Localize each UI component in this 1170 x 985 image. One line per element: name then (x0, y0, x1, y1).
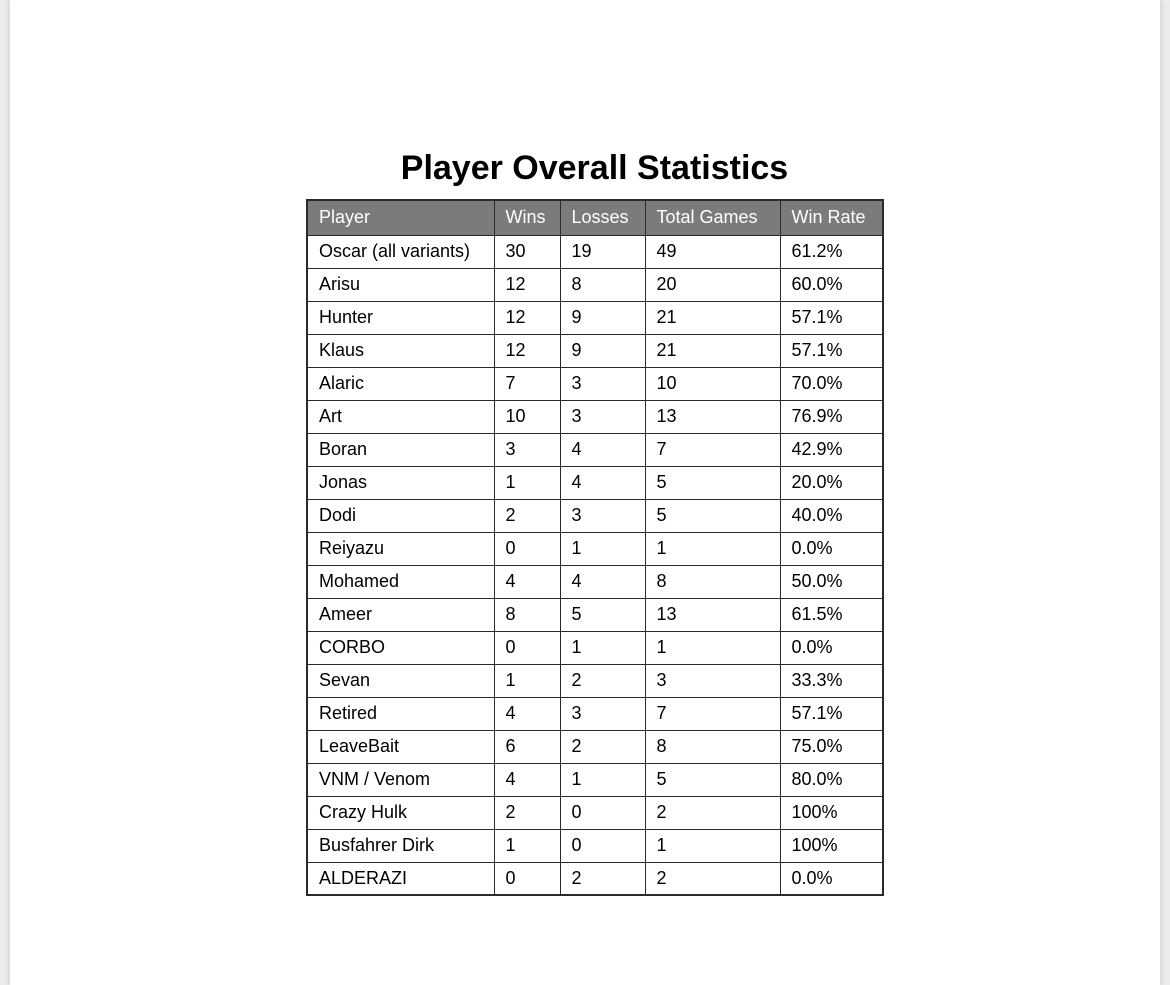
losses-cell: 4 (560, 466, 645, 499)
table-row (307, 400, 883, 433)
wins-cell: 0 (494, 862, 560, 895)
total-games-cell: 8 (645, 565, 780, 598)
total-games-cell: 1 (645, 532, 780, 565)
win-rate-cell: 0.0% (780, 631, 883, 664)
win-rate-cell: 76.9% (780, 400, 883, 433)
win-rate-cell: 75.0% (780, 730, 883, 763)
win-rate-cell: 100% (780, 796, 883, 829)
wins-cell: 12 (494, 301, 560, 334)
player-name-cell: CORBO (307, 631, 494, 664)
wins-cell: 3 (494, 433, 560, 466)
player-name-cell: Ameer (307, 598, 494, 631)
table-row (307, 235, 883, 268)
player-name-cell: Busfahrer Dirk (307, 829, 494, 862)
table-row (307, 829, 883, 862)
table-row (307, 466, 883, 499)
wins-cell: 30 (494, 235, 560, 268)
total-games-cell: 49 (645, 235, 780, 268)
wins-cell: 4 (494, 763, 560, 796)
table-row (307, 433, 883, 466)
losses-cell: 2 (560, 862, 645, 895)
table-row (307, 334, 883, 367)
losses-cell: 0 (560, 829, 645, 862)
total-games-cell: 7 (645, 697, 780, 730)
total-games-cell: 13 (645, 598, 780, 631)
table-body (307, 235, 883, 895)
losses-cell: 9 (560, 334, 645, 367)
wins-cell: 8 (494, 598, 560, 631)
total-games-cell: 7 (645, 433, 780, 466)
table-row (307, 268, 883, 301)
table-row (307, 532, 883, 565)
wins-cell: 4 (494, 697, 560, 730)
total-games-cell: 5 (645, 499, 780, 532)
losses-cell: 3 (560, 697, 645, 730)
total-games-cell: 1 (645, 829, 780, 862)
losses-cell: 8 (560, 268, 645, 301)
losses-cell: 19 (560, 235, 645, 268)
losses-cell: 4 (560, 433, 645, 466)
table-row (307, 499, 883, 532)
win-rate-cell: 57.1% (780, 697, 883, 730)
player-name-cell: Sevan (307, 664, 494, 697)
win-rate-cell: 100% (780, 829, 883, 862)
total-games-cell: 21 (645, 334, 780, 367)
wins-cell: 6 (494, 730, 560, 763)
player-name-cell: Oscar (all variants) (307, 235, 494, 268)
table-row (307, 664, 883, 697)
losses-cell: 1 (560, 631, 645, 664)
win-rate-cell: 60.0% (780, 268, 883, 301)
column-header-wins: Wins (494, 200, 560, 235)
player-name-cell: Art (307, 400, 494, 433)
document-page (10, 0, 1160, 985)
page-title: Player Overall Statistics (400, 149, 789, 187)
column-header-player: Player (307, 200, 494, 235)
win-rate-cell: 0.0% (780, 532, 883, 565)
total-games-cell: 5 (645, 466, 780, 499)
player-name-cell: LeaveBait (307, 730, 494, 763)
player-name-cell: Klaus (307, 334, 494, 367)
losses-cell: 9 (560, 301, 645, 334)
wins-cell: 2 (494, 499, 560, 532)
player-name-cell: ALDERAZI (307, 862, 494, 895)
table-row (307, 763, 883, 796)
losses-cell: 2 (560, 730, 645, 763)
win-rate-cell: 50.0% (780, 565, 883, 598)
wins-cell: 10 (494, 400, 560, 433)
player-name-cell: Hunter (307, 301, 494, 334)
table-header-row (307, 200, 883, 235)
total-games-cell: 2 (645, 862, 780, 895)
table-row (307, 631, 883, 664)
losses-cell: 1 (560, 532, 645, 565)
wins-cell: 12 (494, 334, 560, 367)
win-rate-cell: 80.0% (780, 763, 883, 796)
table-row (307, 565, 883, 598)
column-header-total-games: Total Games (645, 200, 780, 235)
win-rate-cell: 0.0% (780, 862, 883, 895)
losses-cell: 3 (560, 400, 645, 433)
losses-cell: 1 (560, 763, 645, 796)
wins-cell: 0 (494, 532, 560, 565)
losses-cell: 2 (560, 664, 645, 697)
win-rate-cell: 61.2% (780, 235, 883, 268)
total-games-cell: 5 (645, 763, 780, 796)
wins-cell: 2 (494, 796, 560, 829)
total-games-cell: 3 (645, 664, 780, 697)
win-rate-cell: 57.1% (780, 334, 883, 367)
win-rate-cell: 33.3% (780, 664, 883, 697)
table-row (307, 796, 883, 829)
total-games-cell: 21 (645, 301, 780, 334)
table-row (307, 697, 883, 730)
win-rate-cell: 61.5% (780, 598, 883, 631)
wins-cell: 12 (494, 268, 560, 301)
losses-cell: 4 (560, 565, 645, 598)
total-games-cell: 13 (645, 400, 780, 433)
wins-cell: 7 (494, 367, 560, 400)
table-row (307, 301, 883, 334)
player-name-cell: Boran (307, 433, 494, 466)
total-games-cell: 10 (645, 367, 780, 400)
player-name-cell: Arisu (307, 268, 494, 301)
wins-cell: 1 (494, 466, 560, 499)
column-header-win-rate: Win Rate (780, 200, 883, 235)
losses-cell: 3 (560, 367, 645, 400)
total-games-cell: 2 (645, 796, 780, 829)
win-rate-cell: 20.0% (780, 466, 883, 499)
table-row (307, 862, 883, 895)
player-name-cell: Alaric (307, 367, 494, 400)
total-games-cell: 8 (645, 730, 780, 763)
losses-cell: 3 (560, 499, 645, 532)
player-name-cell: Reiyazu (307, 532, 494, 565)
win-rate-cell: 40.0% (780, 499, 883, 532)
win-rate-cell: 42.9% (780, 433, 883, 466)
wins-cell: 0 (494, 631, 560, 664)
player-name-cell: Mohamed (307, 565, 494, 598)
win-rate-cell: 70.0% (780, 367, 883, 400)
table-row (307, 730, 883, 763)
win-rate-cell: 57.1% (780, 301, 883, 334)
total-games-cell: 1 (645, 631, 780, 664)
player-name-cell: VNM / Venom (307, 763, 494, 796)
player-name-cell: Jonas (307, 466, 494, 499)
table-row (307, 598, 883, 631)
statistics-table (306, 199, 884, 896)
losses-cell: 5 (560, 598, 645, 631)
player-name-cell: Retired (307, 697, 494, 730)
wins-cell: 1 (494, 829, 560, 862)
wins-cell: 1 (494, 664, 560, 697)
losses-cell: 0 (560, 796, 645, 829)
total-games-cell: 20 (645, 268, 780, 301)
player-name-cell: Crazy Hulk (307, 796, 494, 829)
player-name-cell: Dodi (307, 499, 494, 532)
column-header-losses: Losses (560, 200, 645, 235)
table-row (307, 367, 883, 400)
wins-cell: 4 (494, 565, 560, 598)
